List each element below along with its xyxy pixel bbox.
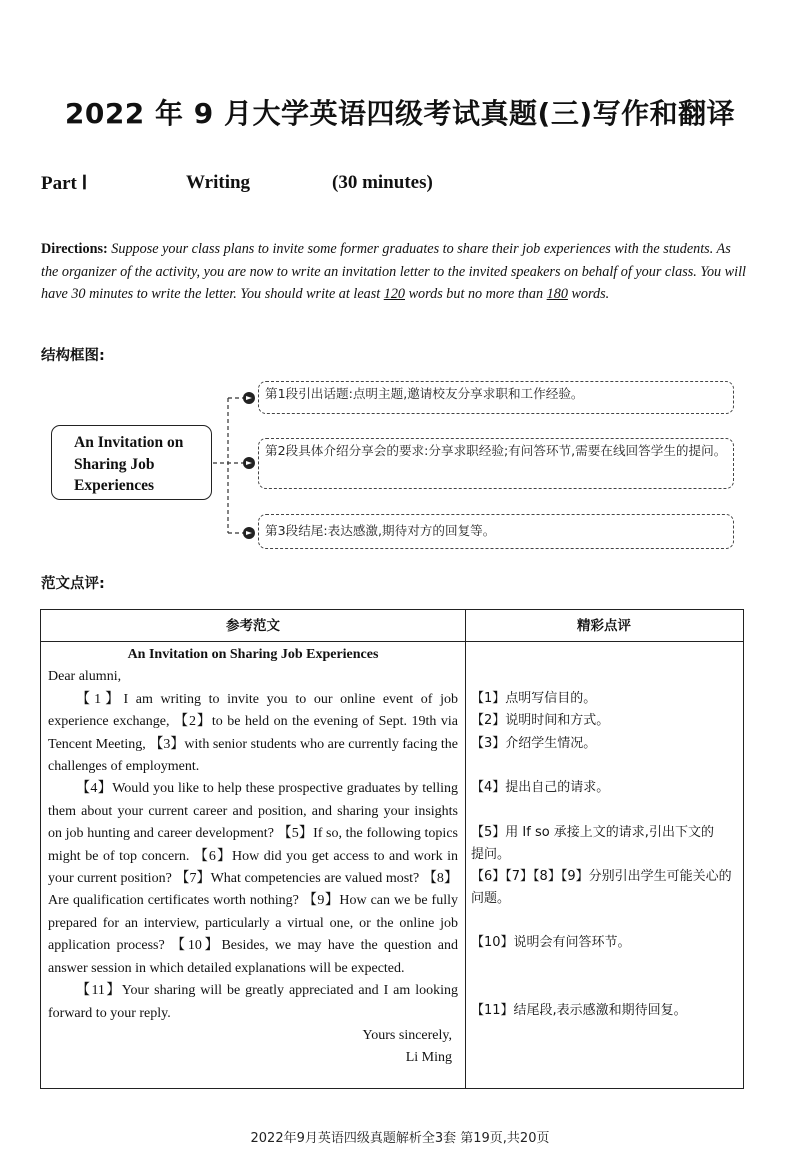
- essay-paragraph-2: 【4】Would you like to help these prospective graduates by telling them about your current career and position, and sharing your insights on job hunting and career development? 【5】If so, the following topics might be of top concern. 【6】How did you get access to and work in your current position? 【7】What competencies are valued most? 【8】Are qualification certificates worth nothing? 【9】How can we be fully prepared for an interview, particularly a virtual one, or the online job application process? 【10】Besides, we may have the question and answer session in which detailed explanations will be expected.: [48, 781, 458, 976]
- diagram-point-1: 第1段引出话题:点明主题,邀请校友分享求职和工作经验。: [258, 381, 734, 414]
- note-6: 【6】【7】【8】【9】分别引出学生可能关心的: [471, 869, 732, 884]
- min-words: 120: [383, 286, 406, 302]
- note-6-cont: 问题。: [471, 891, 511, 906]
- diagram-topic-box: An Invitation on Sharing Job Experiences: [51, 425, 212, 500]
- essay-paragraph-3: 【11】Your sharing will be greatly appreciated and I am looking forward to your reply.: [48, 983, 458, 1021]
- arrow-bullet-icon: [243, 457, 255, 469]
- essay-title: An Invitation on Sharing Job Experiences: [127, 647, 379, 662]
- part-time: (30 minutes): [332, 172, 433, 193]
- max-words: 180: [546, 286, 568, 302]
- arrow-bullet-icon: [243, 527, 255, 539]
- essay-greeting: Dear alumni,: [48, 669, 122, 685]
- note-8: 【11】结尾段,表示感激和期待回复。: [471, 1003, 687, 1018]
- sample-essay: [48, 644, 458, 1070]
- essay-signature: Li Ming: [405, 1050, 452, 1066]
- note-5-cont: 提问。: [471, 847, 511, 862]
- page-footer: 2022年9月英语四级真题解析全3套 第19页,共20页: [250, 1131, 550, 1146]
- part-name: Writing: [186, 172, 251, 193]
- page-title: 2022 年 9 月大学英语四级考试真题(三)写作和翻译: [64, 97, 736, 130]
- note-4: 【4】提出自己的请求。: [471, 780, 610, 795]
- arrow-bullet-icon: [243, 392, 255, 404]
- directions-text-2: words but no more than: [405, 286, 547, 302]
- essay-closing: Yours sincerely,: [362, 1027, 452, 1043]
- sample-table: [40, 609, 744, 1089]
- essay-paragraph-1: 【1】I am writing to invite you to our online event of job experience exchange, 【2】to be held on the evening of Sept. 19th via Tencent Meeting, 【3】with senior students who are currently facing the challenges of employment.: [48, 691, 458, 775]
- column-divider: [465, 610, 466, 1088]
- structure-label: 结构框图:: [41, 348, 105, 364]
- note-7: 【10】说明会有问答环节。: [471, 935, 631, 950]
- note-2: 【2】说明时间和方式。: [471, 713, 610, 728]
- directions-text-3: words.: [567, 286, 610, 302]
- col-header-essay: 参考范文: [226, 618, 280, 634]
- directions-text-1: Suppose your class plans to invite some former graduates to share their job experiences with the students. As the organizer of the activity, you are now to write an invitation letter to the invited speakers on behalf of your class. You will have 30 minutes to write the letter. You should write at least: [41, 241, 746, 302]
- diagram-point-2: 第2段具体介绍分享会的要求:分享求职经验;有问答环节,需要在线回答学生的提问。: [258, 438, 734, 489]
- diagram-point-3: 第3段结尾:表达感激,期待对方的回复等。: [258, 514, 734, 549]
- note-5: 【5】用 If so 承接上文的请求,引出下文的: [471, 825, 714, 840]
- header-divider: [41, 641, 743, 642]
- note-1: 【1】点明写信目的。: [471, 691, 597, 706]
- col-header-notes: 精彩点评: [577, 618, 631, 634]
- note-3: 【3】介绍学生情况。: [471, 736, 597, 751]
- part-number: Part Ⅰ: [41, 173, 88, 194]
- sample-label: 范文点评:: [41, 576, 105, 592]
- directions-label: Directions:: [41, 241, 108, 257]
